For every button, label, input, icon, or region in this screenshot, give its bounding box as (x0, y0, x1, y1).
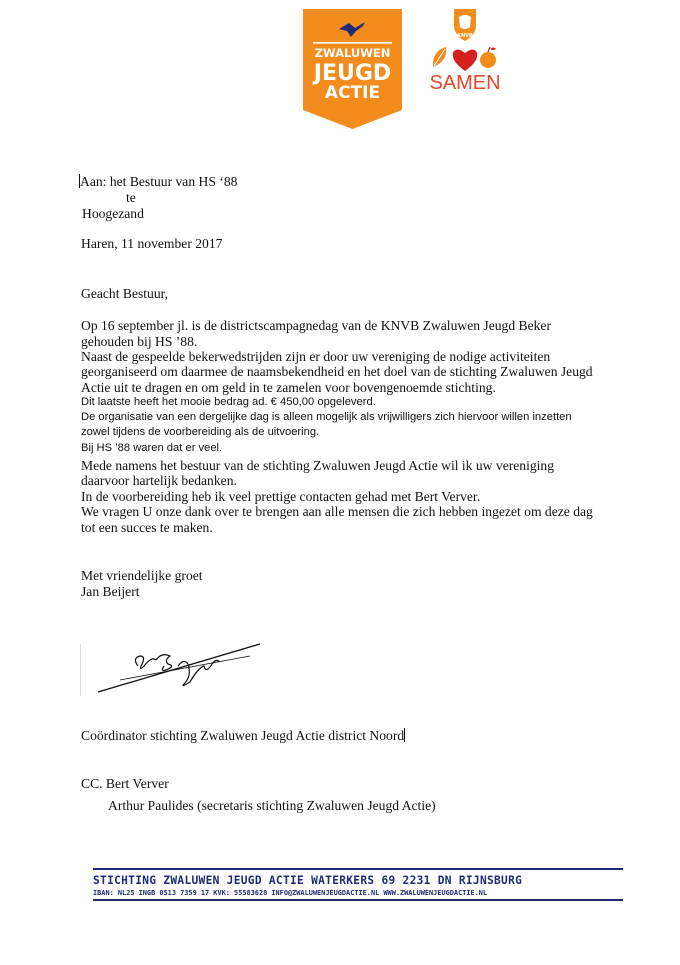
handwritten-signature (80, 636, 270, 700)
address-line-2: te (126, 190, 136, 205)
closing-greeting: Met vriendelijke groet (81, 568, 203, 583)
body-line: Bij HS ’88 waren dat er veel. (81, 442, 223, 454)
body-line: tot een succes te maken. (81, 520, 213, 535)
cc-line: CC. Bert Verver (81, 776, 169, 791)
zwaluwen-jeugd-actie-logo (303, 9, 402, 129)
body-line: Op 16 september jl. is de districtscampagnedag van de KNVB Zwaluwen Jeugd Beker (81, 318, 551, 333)
letter-date: Haren, 11 november 2017 (81, 236, 223, 251)
address-line-1: Aan: het Bestuur van HS ‘88 (80, 174, 238, 189)
svg-text:ACTIE: ACTIE (324, 83, 381, 103)
body-line: Actie uit te dragen en om geld in te zamelen voor bovengenoemde stichting. (81, 380, 496, 395)
body-line: Mede namens het bestuur van de stichting Zwaluwen Jeugd Actie wil ik uw vereniging (81, 458, 555, 473)
footer-rule-top (93, 868, 623, 870)
footer-main-text: STICHTING ZWALUWEN JEUGD ACTIE WATERKERS 69 2231 DN RIJNSBURG (93, 874, 523, 887)
knvb-badge-text: KNVB (457, 33, 473, 39)
salutation: Geacht Bestuur, (81, 286, 169, 301)
samen-label: SAMEN (429, 72, 501, 94)
knvb-samen-logo (422, 9, 508, 97)
signer-name: Jan Beijert (81, 584, 140, 599)
body-line: Naast de gespeelde bekerwedstrijden zijn er door uw vereniging de nodige activiteiten (81, 349, 551, 364)
body-line: zowel tijdens de voorbereiding als de uitvoering. (81, 426, 320, 438)
body-line: gehouden bij HS ’88. (81, 334, 198, 349)
address-line-3: Hoogezand (82, 206, 144, 221)
body-line: Dit laatste heeft het mooie bedrag ad. € 450,00 opgeleverd. (81, 396, 376, 408)
body-line: De organisatie van een dergelijke dag is alleen mogelijk als vrijwilligers zich hiervoor willen inzetten (81, 411, 572, 423)
text-cursor (404, 728, 405, 742)
footer-sub-text: IBAN: NL25 INGB 0513 7359 17 KVK: 55583628 INFO@ZWALUWENJEUGDACTIE.NL WWW.ZWALUWENJEUGDACTIE.NL (93, 889, 488, 897)
body-line: daarvoor hartelijk bedanken. (81, 473, 237, 488)
body-line: We vragen U onze dank over te brengen aan alle mensen die zich hebben ingezet om deze dag (81, 504, 593, 519)
cc-line-second: Arthur Paulides (secretaris stichting Zwaluwen Jeugd Actie) (108, 798, 436, 813)
body-line: georganiseerd om daarmee de naamsbekendheid en het doel van de stichting Zwaluwen Jeugd (81, 364, 593, 379)
body-line: In de voorbereiding heb ik veel prettige contacten gehad met Bert Verver. (81, 489, 481, 504)
signature-title (81, 728, 405, 744)
svg-text:ZWALUWEN: ZWALUWEN (314, 46, 391, 60)
signature-title-text: Coördinator stichting Zwaluwen Jeugd Actie district Noord (81, 728, 405, 743)
svg-text:JEUGD: JEUGD (313, 61, 392, 86)
footer-rule-bottom (93, 899, 623, 901)
